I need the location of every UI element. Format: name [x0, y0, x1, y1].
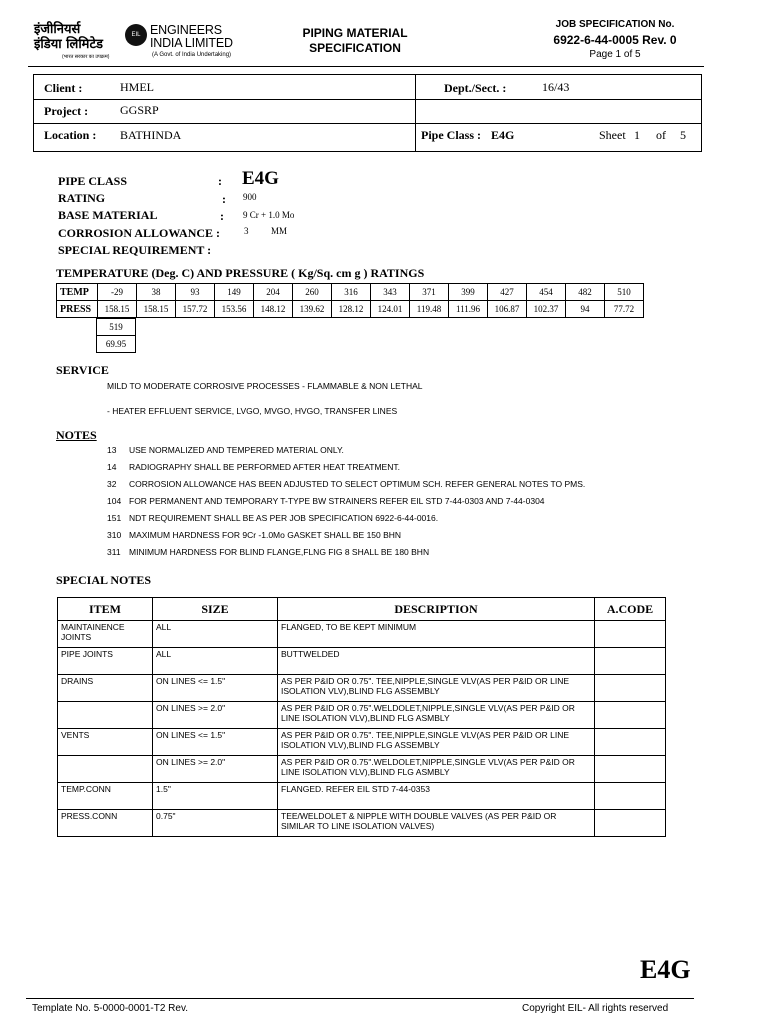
location-value: BATHINDA	[120, 128, 182, 142]
logo-tagline: (भारत सरकार का उपक्रम)	[62, 54, 110, 60]
size-cell: ON LINES <= 1.5"	[153, 675, 278, 702]
acode-cell	[595, 783, 666, 810]
item-cell	[58, 702, 153, 729]
note-item	[107, 445, 707, 462]
size-cell: ALL	[153, 621, 278, 648]
press-cell: 119.48	[410, 301, 449, 318]
logo-hindi-line-1: इंजीनियर्स	[34, 22, 81, 37]
pipe-class-value: E4G	[491, 128, 515, 142]
special-notes-header-row	[58, 598, 666, 621]
item-cell: PRESS.CONN	[58, 810, 153, 837]
dept-label: Dept./Sect. :	[444, 81, 507, 95]
press-label: PRESS	[57, 301, 98, 318]
pipe-class-info-label: PIPE CLASS	[58, 174, 128, 188]
header-divider	[28, 66, 704, 67]
note-text: RADIOGRAPHY SHALL BE PERFORMED AFTER HEAT TREATMENT.	[129, 462, 400, 472]
press-cell: 102.37	[527, 301, 566, 318]
job-spec-label: JOB SPECIFICATION No.	[555, 19, 675, 30]
table-row	[58, 756, 666, 783]
item-cell: VENTS	[58, 729, 153, 756]
corrosion-label: CORROSION ALLOWANCE :	[58, 226, 221, 240]
size-cell: ON LINES >= 2.0"	[153, 702, 278, 729]
project-label: Project :	[44, 104, 89, 118]
corrosion-unit: MM	[271, 226, 288, 236]
note-item	[107, 513, 707, 530]
client-box-row-line	[34, 99, 701, 100]
temp-cell: 38	[137, 284, 176, 301]
temp-cell: 343	[371, 284, 410, 301]
item-cell	[58, 756, 153, 783]
company-logo	[34, 22, 244, 62]
logo-hindi-text	[34, 22, 103, 52]
note-number: 13	[107, 445, 117, 455]
press-cell: 69.95	[97, 336, 136, 353]
note-item	[107, 530, 707, 547]
temp-cell: 260	[293, 284, 332, 301]
title-line-1: PIPING MATERIAL	[302, 26, 408, 40]
temp-row	[57, 284, 644, 301]
temp-cell: 399	[449, 284, 488, 301]
logo-govt-text: (A Govt. of India Undertaking)	[152, 52, 232, 58]
base-material-colon: :	[220, 209, 224, 223]
temp-cell: 93	[176, 284, 215, 301]
sheet-total: 5	[680, 128, 686, 142]
logo-hindi-line-2: इंडिया लिमिटेड	[34, 37, 103, 52]
emblem-icon: EIL	[125, 24, 147, 46]
location-label: Location :	[44, 128, 97, 142]
pipe-class-info-value: E4G	[242, 168, 279, 189]
logo-eng-line-1: ENGINEERS	[150, 23, 222, 37]
note-text: FOR PERMANENT AND TEMPORARY T-TYPE BW STRAINERS REFER EIL STD 7-44-0303 AND 7-44-0304	[129, 496, 545, 506]
description-cell: BUTTWELDED	[278, 648, 595, 675]
sheet-of: of	[656, 128, 666, 142]
press-cell: 106.87	[488, 301, 527, 318]
description-cell: AS PER P&ID OR 0.75". TEE,NIPPLE,SINGLE VLV(AS PER P&ID OR LINE ISOLATION VLV),BLIND FLG ASSEMBLY	[278, 729, 595, 756]
note-item	[107, 479, 707, 496]
client-label: Client :	[44, 81, 83, 95]
service-line-1: MILD TO MODERATE CORROSIVE PROCESSES - FLAMMABLE & NON LETHAL	[107, 381, 423, 391]
description-cell: AS PER P&ID OR 0.75". TEE,NIPPLE,SINGLE VLV(AS PER P&ID OR LINE ISOLATION VLV),BLIND FLG ASSEMBLY	[278, 675, 595, 702]
column-header-size: SIZE	[153, 598, 278, 621]
description-cell: TEE/WELDOLET & NIPPLE WITH DOUBLE VALVES (AS PER P&ID OR SIMILAR TO LINE ISOLATION VALVES)	[278, 810, 595, 837]
document-title	[280, 26, 430, 56]
item-cell: DRAINS	[58, 675, 153, 702]
client-box-divider	[415, 75, 416, 151]
pt-ratings-title: TEMPERATURE (Deg. C) AND PRESSURE ( Kg/Sq. cm g ) RATINGS	[56, 266, 425, 280]
description-cell: FLANGED, TO BE KEPT MINIMUM	[278, 621, 595, 648]
press-cell: 153.56	[215, 301, 254, 318]
job-spec-block	[520, 19, 710, 60]
client-value: HMEL	[120, 80, 154, 94]
item-cell: PIPE JOINTS	[58, 648, 153, 675]
base-material-value: 9 Cr + 1.0 Mo	[243, 210, 295, 220]
rating-label: RATING	[58, 191, 106, 205]
note-number: 311	[107, 547, 121, 557]
table-row	[58, 810, 666, 837]
base-material-label: BASE MATERIAL	[58, 208, 158, 222]
note-number: 104	[107, 496, 122, 506]
note-text: USE NORMALIZED AND TEMPERED MATERIAL ONLY.	[129, 445, 344, 455]
temp-cell: 149	[215, 284, 254, 301]
acode-cell	[595, 702, 666, 729]
note-item	[107, 462, 707, 479]
temp-cell: 510	[605, 284, 644, 301]
press-cell: 158.15	[137, 301, 176, 318]
rating-colon: :	[222, 192, 226, 206]
corrosion-value: 3	[244, 226, 249, 236]
rating-value: 900	[243, 192, 257, 202]
column-header-item: ITEM	[58, 598, 153, 621]
description-cell: AS PER P&ID OR 0.75".WELDOLET,NIPPLE,SINGLE VLV(AS PER P&ID OR LINE ISOLATION VLV),BLIND FLG ASMBLY	[278, 756, 595, 783]
size-cell: 1.5"	[153, 783, 278, 810]
sheet-label: Sheet	[599, 128, 626, 142]
acode-cell	[595, 648, 666, 675]
client-box-row-line	[34, 123, 701, 124]
table-row	[58, 729, 666, 756]
column-header-description: DESCRIPTION	[278, 598, 595, 621]
temp-cell: -29	[98, 284, 137, 301]
note-text: MAXIMUM HARDNESS FOR 9Cr -1.0Mo GASKET SHALL BE 150 BHN	[129, 530, 402, 540]
logo-eng-line-2: INDIA LIMITED	[150, 36, 233, 50]
temp-cell: 427	[488, 284, 527, 301]
dept-value: 16/43	[542, 80, 570, 94]
pt-ratings-extra-table	[96, 318, 136, 353]
temp-cell: 519	[97, 319, 136, 336]
press-cell: 157.72	[176, 301, 215, 318]
page-number: Page 1 of 5	[589, 49, 641, 60]
sheet-number: 1	[634, 128, 640, 142]
size-cell: ON LINES >= 2.0"	[153, 756, 278, 783]
temp-cell: 316	[332, 284, 371, 301]
special-notes-table	[57, 597, 666, 837]
table-row	[58, 675, 666, 702]
size-cell: 0.75"	[153, 810, 278, 837]
temp-label: TEMP	[57, 284, 98, 301]
press-cell: 158.15	[98, 301, 137, 318]
item-cell: TEMP.CONN	[58, 783, 153, 810]
service-heading: SERVICE	[56, 363, 109, 377]
column-header-acode: A.CODE	[595, 598, 666, 621]
acode-cell	[595, 810, 666, 837]
note-number: 151	[107, 513, 122, 523]
note-number: 32	[107, 479, 117, 489]
temp-cell: 204	[254, 284, 293, 301]
note-number: 310	[107, 530, 122, 540]
press-cell: 148.12	[254, 301, 293, 318]
pipe-class-label: Pipe Class :	[421, 128, 481, 142]
pipe-class-colon: :	[218, 174, 222, 188]
job-spec-number: 6922-6-44-0005 Rev. 0	[553, 33, 677, 47]
note-item	[107, 496, 707, 513]
press-cell: 139.62	[293, 301, 332, 318]
notes-list	[107, 445, 707, 564]
size-cell: ON LINES <= 1.5"	[153, 729, 278, 756]
acode-cell	[595, 621, 666, 648]
title-line-2: SPECIFICATION	[309, 41, 401, 55]
note-item	[107, 547, 707, 564]
note-text: MINIMUM HARDNESS FOR BLIND FLANGE,FLNG FIG 8 SHALL BE 180 BHN	[129, 547, 430, 557]
template-number: Template No. 5-0000-0001-T2 Rev.	[32, 1003, 189, 1014]
press-cell: 94	[566, 301, 605, 318]
description-cell: AS PER P&ID OR 0.75".WELDOLET,NIPPLE,SINGLE VLV(AS PER P&ID OR LINE ISOLATION VLV),BLIND FLG ASMBLY	[278, 702, 595, 729]
temp-cell: 482	[566, 284, 605, 301]
note-text: NDT REQUIREMENT SHALL BE AS PER JOB SPECIFICATION 6922-6-44-0016.	[129, 513, 439, 523]
press-cell: 128.12	[332, 301, 371, 318]
temp-cell: 371	[410, 284, 449, 301]
footer-divider	[26, 998, 694, 999]
special-notes-heading: SPECIAL NOTES	[56, 573, 152, 587]
table-row	[58, 648, 666, 675]
logo-english-text	[150, 24, 233, 50]
press-cell: 77.72	[605, 301, 644, 318]
table-row	[58, 783, 666, 810]
copyright-text: Copyright EIL- All rights reserved	[522, 1003, 669, 1014]
acode-cell	[595, 675, 666, 702]
acode-cell	[595, 729, 666, 756]
pt-ratings-table	[56, 283, 644, 318]
note-number: 14	[107, 462, 117, 472]
project-value: GGSRP	[120, 103, 159, 117]
special-requirement-label: SPECIAL REQUIREMENT :	[58, 243, 212, 257]
press-row	[57, 301, 644, 318]
client-info-box	[33, 74, 702, 152]
acode-cell	[595, 756, 666, 783]
table-row	[58, 702, 666, 729]
service-line-2: - HEATER EFFLUENT SERVICE, LVGO, MVGO, HVGO, TRANSFER LINES	[107, 406, 398, 416]
size-cell: ALL	[153, 648, 278, 675]
notes-heading: NOTES	[56, 428, 97, 442]
temp-cell: 454	[527, 284, 566, 301]
press-cell: 124.01	[371, 301, 410, 318]
description-cell: FLANGED. REFER EIL STD 7-44-0353	[278, 783, 595, 810]
press-cell: 111.96	[449, 301, 488, 318]
item-cell: MAINTAINENCE JOINTS	[58, 621, 153, 648]
pipe-class-footer-label: E4G	[640, 955, 691, 984]
table-row	[58, 621, 666, 648]
note-text: CORROSION ALLOWANCE HAS BEEN ADJUSTED TO SELECT OPTIMUM SCH. REFER GENERAL NOTES TO PMS.	[129, 479, 586, 489]
